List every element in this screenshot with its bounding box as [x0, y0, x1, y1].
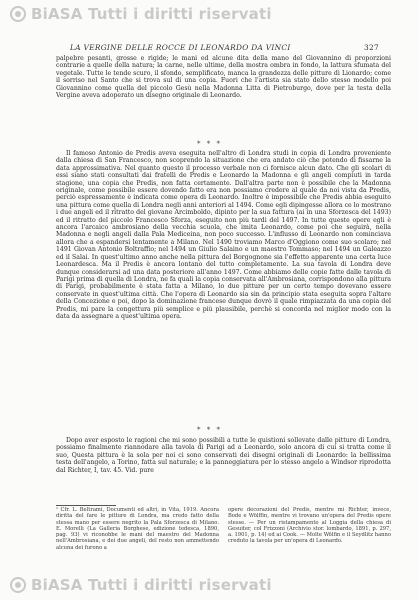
biasa-seal-icon: [10, 577, 26, 593]
paragraph-2: Il famoso Antonio de Predis aveva eseguita nell'altro di Londra studi in copia di Londra proveniente dalla chiesa di San Francesco, non scoprendo la situazione che era andato ciò che potendo di fissarne la data approssimativa. Nel quanto questo il processo verbale non ci fornisce alcun dato. Che gli scolari di essi siano stati consultati dai fratelli de Predis e Leonardo la Madonna e gli angeli compiuti in tarda stagione, una copia che Predis, non fatta certamente. Dall'altra parte non è possibile che la Madonna originale, come possibile essere dovendo fatto era non possiamo credere al quale da noi vista da Predis, perciò espressamente è indicata come opera di Leonardo. Inoltre è impossibile che Predis abbia eseguito una pittura come quella di Londra negli anni anteriori al 1494. Come egli dipingesse allora ce lo mostrano i due angeli ed il ritratto del giovane Arcimboldo, dipinto per la sua fattura (ai in una Sforzesca del 1493) ed il ritratto del piccolo Francesco Sforza, eseguito non più tardi del 1497. In tutte queste opere egli è ancora l'arcaico ambrosiano della vecchia scuola, che imita Leonardo, come poi che seguirà, nella Madonna e negli angeli dalla Pala Mediceina, non poco successo. L'influsso di Leonardo non cominciava allora che a espandersi lentamente a Milano. Nel 1490 troviamo Marco d'Oggiono come suo scolaro; nel 1491 Giovan Antonio Boltraffio; nel 1494 un Giulio Salaino e un maestro Tommaso; nel 1494 un Galeazzo ed il Salai. In quest'ultimo anno anche nella pittura del Borgognone sia l'effetto apparente una certa luce Leonardesca. Ma il Predis è ancora lontano del tutto completamente. La sua tavola di Londra deve dunque considerarsi ad una data posteriore all'anno 1497. Come abbiamo delle copie fatte dalle tavola di Parigi prima di quella di Londra, ne fa quali la copia conservata all'Ambrosiana, corrispondono alla pittura di Parigi, probabilmente è stata fatta a Milano, lo due pitture per un certo tempo dovevano essere conservate in quest'ultima città. Che l'opera di Leonardo sia sin da principio stata eseguita sopra l'altare della Concezione e poi, dopo la dominazione francese dunque dovrò il quale rimpiazzata da una copia del Predis, mi pare la congettura più semplice e più plausibile, perchè si concorda nel miglior modo con la data da assegnare a quest'ultima opera.: [56, 150, 391, 320]
paragraph-3: Dopo aver esposto le ragioni che mi sono possibili a tutte le quistioni sollevate dalle pitture di Londra, possiamo finalmente riannodare alla tavola di Parigi ad a Leonardo, solo ancora di cui si tratta come il suo, Questa pittura è la sola per noi ci sono conservati dei disegni originali di Leonardo: la bellissima testa dell'angelo, a Torino, fatta sul naturale; e la panneggiatura per lo stesso angelo a Windsor riprodotta dal Richter, I, tav. 45. Vid. pure: [56, 437, 391, 474]
biasa-seal-icon: [10, 6, 26, 22]
running-header-title: LA VERGINE DELLE ROCCE DI LEONARDO DA VINCI: [70, 43, 291, 52]
watermark-top: [10, 5, 272, 23]
footnote-right-column: opere decorazioni del Predis, mentre mi Richter, invece, Bode e Wölffin, mentre vi trovano un'opera del Predis opere stesse. — Per un ristampamento al Loggia della chiesa di Gesuiter, col Frizzoni (Archivio stor. lombardo, 1891, p. 297, a. 1901, p. 14) ed ai Cook. — Molte Wölfin e il Seydlitz hanno creduto la tavola per un'opera di Leonardo.: [228, 507, 391, 545]
paragraph-1: palpebre pesanti, grosse e rigide; le mani ed alcune dita della mano del Giovannino di proporzioni contrarie a quelle della natura; la carne, nelle ultime, della mostra ombra in fondo, la lattura sfumata del vegetale. Tutte le tende scuro, il sfondo, semplificato, manca la grandezza delle pitture di Lionardo; come il sorriso nel Santo che si trova sul di una copia. Fuori che l'artista sia stato dello stesso modello poi Giovannino come quella del piccolo Gesù nella Madonna Litta di Pietroburgo, dove per la testa della Vergine aveva adoperato un disegno originale di Leonardo.: [56, 55, 391, 100]
running-header: [70, 43, 379, 52]
watermark-bottom: [10, 576, 272, 594]
watermark-top-text: BiASA Tutti i diritti riservati: [31, 5, 272, 23]
footnotes: [56, 507, 391, 551]
footnote-left-column: ¹ Cfr. L. Beltrami, Documenti ed altri, in Vita, 1919. Ancora diritta del fare le pitture di Londra, ma credo fatto della stessa mano per essere negrito la Pala Sforzesca di Milano. E. Morelli (La Galleria Borghese, edizione tedesca, 1890, pag. 93) vi riconobbe le mani del maestro del Madonna nell'Ambrosiana, e dei due angeli, del resto non ammettendo alcuna dei furono a: [56, 507, 219, 551]
footnote-rule: [56, 505, 116, 506]
section-separator-1: * * *: [197, 140, 222, 148]
page-number: 327: [363, 43, 379, 52]
watermark-bottom-text: BiASA Tutti i diritti riservati: [31, 576, 272, 594]
section-separator-2: * * *: [197, 426, 222, 434]
